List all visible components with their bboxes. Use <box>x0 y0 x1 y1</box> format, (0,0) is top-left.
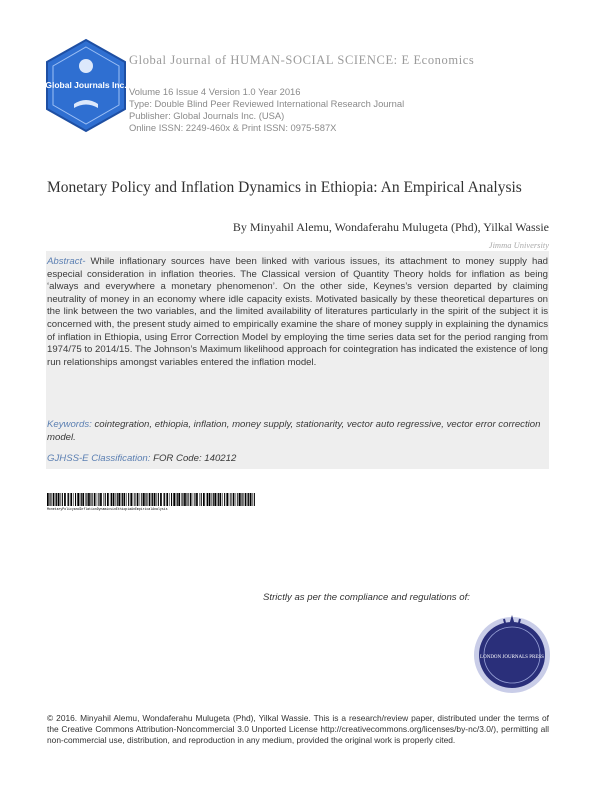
seal-text: LONDON JOURNALS PRESS <box>480 655 544 660</box>
abstract <box>47 256 548 369</box>
barcode <box>47 493 257 511</box>
barcode-bar <box>64 493 66 506</box>
barcode-bar <box>88 493 90 506</box>
compliance-statement: Strictly as per the compliance and regulations of: <box>263 592 470 603</box>
barcode-bar <box>47 493 49 506</box>
barcode-bar <box>145 493 146 506</box>
barcode-bar <box>90 493 91 506</box>
logo-text: Global Journals Inc. <box>45 80 127 90</box>
london-journals-press-seal <box>470 611 554 695</box>
barcode-bar <box>121 493 122 506</box>
barcode-bar <box>107 493 109 506</box>
barcode-bar <box>117 493 118 506</box>
barcode-bar <box>160 493 162 506</box>
barcode-bar <box>194 493 195 506</box>
barcode-bar <box>110 493 111 506</box>
barcode-bar <box>58 493 60 506</box>
barcode-bar <box>149 493 151 506</box>
barcode-bar <box>214 493 216 506</box>
barcode-bar <box>77 493 79 506</box>
barcode-bar <box>133 493 134 506</box>
barcode-bar <box>230 493 231 506</box>
journal-title: Global Journal of HUMAN-SOCIAL SCIENCE: E Economics <box>129 53 475 67</box>
barcode-bar <box>177 493 178 506</box>
barcode-bar <box>111 493 112 506</box>
barcode-bar <box>130 493 132 506</box>
barcode-bar <box>75 493 76 506</box>
global-journals-logo <box>44 38 128 133</box>
barcode-bar <box>152 493 153 506</box>
barcode-bar <box>68 493 69 506</box>
publisher-line: Publisher: Global Journals Inc. (USA) <box>129 110 285 121</box>
barcode-bar <box>128 493 129 506</box>
barcode-bar <box>146 493 147 506</box>
barcode-bar <box>176 493 177 506</box>
authors: By Minyahil Alemu, Wondaferahu Mulugeta (Phd), Yilkal Wassie <box>232 220 549 234</box>
barcode-bar <box>94 493 96 506</box>
barcode-bar <box>254 493 255 506</box>
barcode-bar <box>201 493 202 506</box>
barcode-bar <box>178 493 180 506</box>
barcode-bar <box>103 493 104 506</box>
barcode-bar <box>151 493 152 506</box>
classification <box>47 452 548 465</box>
barcode-bar <box>98 493 99 506</box>
barcode-bar <box>113 493 115 506</box>
affiliation: Jimma University <box>488 240 549 250</box>
barcode-bar <box>241 493 242 506</box>
barcode-bar <box>70 493 72 506</box>
barcode-bar <box>236 493 237 506</box>
barcode-bar <box>163 493 164 506</box>
barcode-bar <box>218 493 219 506</box>
barcode-bar <box>247 493 248 506</box>
barcode-bar <box>122 493 123 506</box>
barcode-bar <box>164 493 165 506</box>
barcode-bar <box>193 493 194 506</box>
barcode-bar <box>186 493 187 506</box>
barcode-bar <box>154 493 156 506</box>
volume-line: Volume 16 Issue 4 Version 1.0 Year 2016 <box>129 86 301 97</box>
barcode-bar <box>209 493 211 506</box>
barcode-bar <box>85 493 86 506</box>
barcode-bar <box>224 493 225 506</box>
abstract-body: While inflationary sources have been linked with various issues, its attachment to money supply had especial consideration in inflation theories. The Classical version of Quantity Theory holds for inflation as being ‘always and everywhere a monetary phenomenon’. On the other side, Keynes’s version departed by claiming neutrality of money in an economy where idle capacity exists. Motivated basically by these theoretical departures on the link between the two variables, and the limited availability of literatures particularly in the spirit of the subject it is concerned with, the present study aimed to empirically examine the share of money supply in explaining the dynamics of inflation in Ethiopia, using Error Correction Model by employing the time series data set for the period ranging from 1974/75 to 2014/15. The Johnson’s Maximum likelihood approach for cointegration has indicated the existence of long run relationships amongst variables entered the inflation model. <box>47 256 548 368</box>
barcode-bar <box>56 493 57 506</box>
barcode-bar <box>124 493 126 506</box>
barcode-bar <box>229 493 230 506</box>
barcode-bar <box>55 493 56 506</box>
barcode-bar <box>171 493 172 506</box>
barcode-bar <box>239 493 241 506</box>
barcode-bar <box>173 493 175 506</box>
barcode-bar <box>158 493 159 506</box>
barcode-bar <box>237 493 238 506</box>
barcode-bar <box>115 493 116 506</box>
barcode-bar <box>82 493 84 506</box>
barcode-bar <box>156 493 157 506</box>
barcode-bar <box>166 493 168 506</box>
barcode-bar <box>126 493 127 506</box>
type-line: Type: Double Blind Peer Reviewed International Research Journal <box>129 98 405 109</box>
barcode-text: MonetaryPolicyandInflationDynamicsinEthiopiaAnEmpiricalAnalysis <box>47 507 168 511</box>
barcode-bar <box>81 493 82 506</box>
barcode-bar <box>105 493 106 506</box>
barcode-bar <box>134 493 135 506</box>
barcode-bars <box>47 493 255 506</box>
barcode-bar <box>252 493 253 506</box>
barcode-bar <box>226 493 228 506</box>
barcode-bar <box>140 493 141 506</box>
paper-title: Monetary Policy and Inflation Dynamics in Ethiopia: An Empirical Analysis <box>47 179 522 196</box>
keywords-body: cointegration, ethiopia, inflation, money supply, stationarity, vector auto regressive, vector error correction model. <box>47 419 541 443</box>
barcode-bar <box>73 493 74 506</box>
barcode-bar <box>220 493 222 506</box>
barcode-bar <box>207 493 208 506</box>
barcode-bar <box>196 493 198 506</box>
barcode-bar <box>248 493 249 506</box>
barcode-bar <box>62 493 63 506</box>
keywords-label: Keywords: <box>47 419 92 430</box>
barcode-bar <box>53 493 55 506</box>
barcode-bar <box>199 493 200 506</box>
barcode-bar <box>169 493 170 506</box>
barcode-bar <box>211 493 212 506</box>
barcode-bar <box>206 493 207 506</box>
barcode-bar <box>181 493 182 506</box>
abstract-label: Abstract- <box>47 256 86 267</box>
barcode-bar <box>86 493 87 506</box>
keywords <box>47 418 548 444</box>
classification-body: FOR Code: 140212 <box>150 453 237 464</box>
issn-line: Online ISSN: 2249-460x & Print ISSN: 0975-587X <box>129 122 337 133</box>
barcode-bar <box>190 493 192 506</box>
copyright-notice: © 2016. Minyahil Alemu, Wondaferahu Mulugeta (Phd), Yilkal Wassie. This is a research/review paper, distributed under the terms of the Creative Commons Attribution-Noncommercial 3.0 Unported License http://creativecommons.org/licenses/by-nc/3.0/), permitting all non-commercial use, distribution, and reproduction in any medium, provided the original work is properly cited. <box>47 713 549 745</box>
barcode-bar <box>182 493 183 506</box>
barcode-bar <box>188 493 189 506</box>
barcode-bar <box>250 493 252 506</box>
barcode-bar <box>92 493 93 506</box>
barcode-bar <box>67 493 68 506</box>
barcode-bar <box>203 493 205 506</box>
barcode-bar <box>242 493 243 506</box>
barcode-bar <box>118 493 120 506</box>
barcode-bar <box>60 493 61 506</box>
barcode-bar <box>80 493 81 506</box>
barcode-bar <box>222 493 223 506</box>
barcode-bar <box>217 493 218 506</box>
barcode-bar <box>137 493 139 506</box>
barcode-bar <box>50 493 51 506</box>
barcode-bar <box>233 493 235 506</box>
barcode-bar <box>184 493 186 506</box>
barcode-bar <box>49 493 50 506</box>
barcode-bar <box>245 493 247 506</box>
barcode-bar <box>143 493 145 506</box>
classification-label: GJHSS-E Classification: <box>47 453 151 464</box>
barcode-bar <box>213 493 214 506</box>
barcode-bar <box>141 493 142 506</box>
barcode-bar <box>97 493 98 506</box>
barcode-bar <box>100 493 102 506</box>
